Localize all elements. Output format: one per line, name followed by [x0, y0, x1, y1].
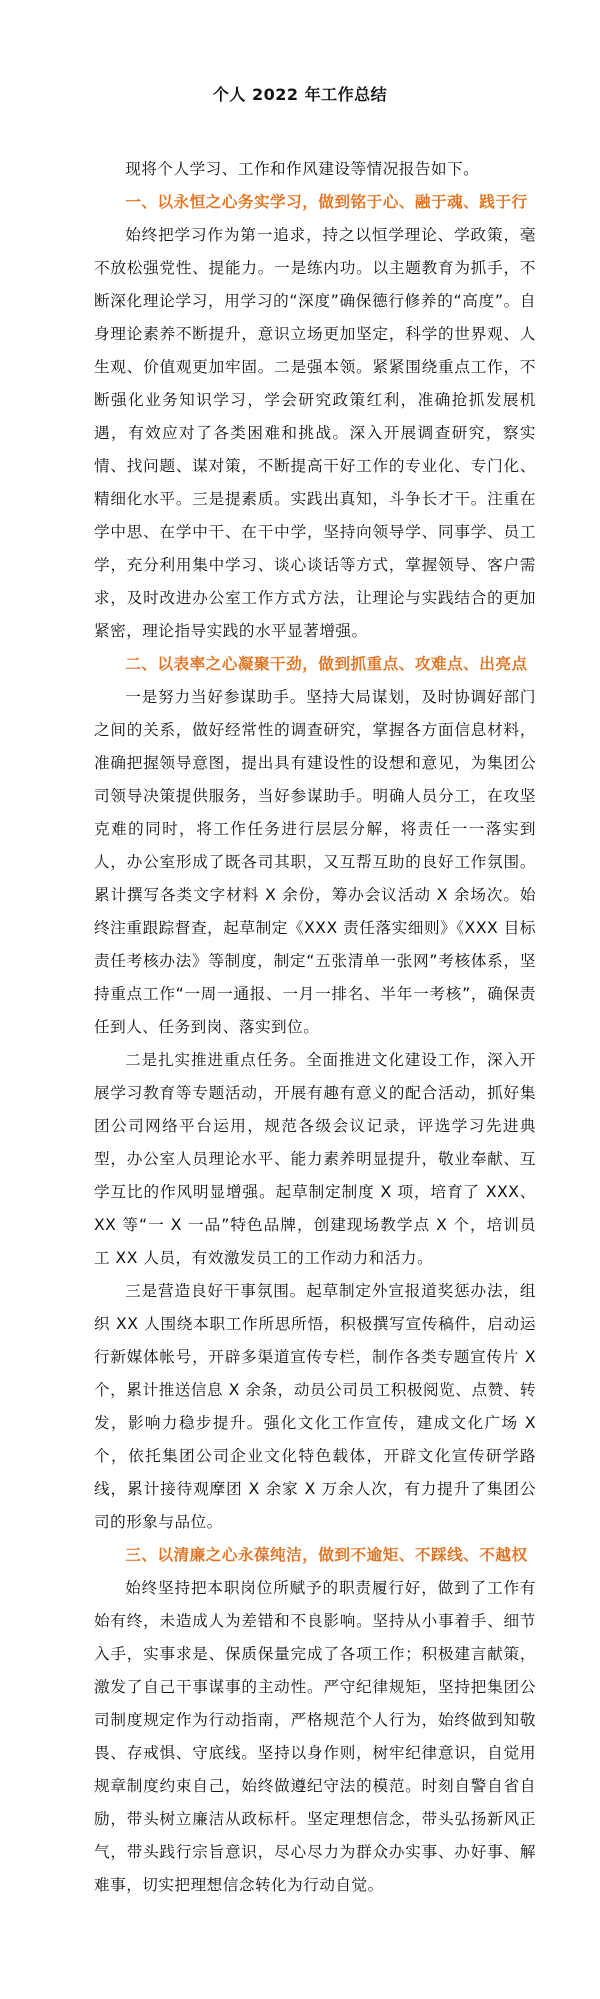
section-heading-1: 一、以永恒之心务实学习，做到铭于心、融于魂、践于行: [125, 193, 528, 211]
section-1-paragraph-1: 始终把学习作为第一追求，持之以恒学理论、学政策，毫不放松强党性、提能力。一是练内功。以主题教育为抓手，不断深化理论学习，用学习的“深度”确保德行修养的“高度”。自身理论素养不断提升，意识立场更加坚定，科学的世界观、人生观、价值观更加牢固。二是强本领。紧紧围绕重点工作，不断强化业务知识学习，学会研究政策红利，准确抢抓发展机遇，有效应对了各类困难和挑战。深入开展调查研究，察实情、找问题、谋对策，不断提高干好工作的专业化、专门化、精细化水平。三是提素质。实践出真知，斗争长才干。注重在学中思、在学中干、在干中学，坚持向领导学、同事学、员工学，充分利用集中学习、谈心谈话等方式，掌握领导、客户需求，及时改进办公室工作方式方法，让理论与实践结合的更加紧密，理论指导实践的水平显著增强。: [94, 226, 536, 640]
document-title: 个人 2022 年工作总结: [212, 85, 388, 104]
section-2-paragraph-3: 三是营造良好干事氛围。起草制定外宣报道奖惩办法，组织 XX 人围绕本职工作所思所悟，积极撰写宣传稿件，启动运行新媒体帐号，开辟多渠道宣传专栏，制作各类专题宣传片 X 个，累计推送信息 X 余条，动员公司员工积极阅览、点赞、转发，影响力稳步提升。强化文化工作宣传，建成文化广场 X 个，依托集团公司企业文化特色载体，开辟文化宣传研学路线，累计接待观摩团 X 余家 X 万余人次，有力提升了集团公司的形象与品位。: [94, 1282, 536, 1531]
section-2-paragraph-2: 二是扎实推进重点任务。全面推进文化建设工作，深入开展学习教育等专题活动，开展有趣有意义的配合活动，抓好集团公司网络平台运用，规范各级会议记录，评选学习先进典型，办公室人员理论水平、能力素养明显提升，敬业奉献、互学互比的作风明显增强。起草制定制度 X 项，培育了 XXX、XX 等“一 X 一品”特色品牌，创建现场教学点 X 个，培训员工 XX 人员，有效激发员工的工作动力和活力。: [94, 1051, 536, 1267]
section-3-paragraph-1: 始终坚持把本职岗位所赋予的职责履行好，做到了工作有始有终，未造成人为差错和不良影响。坚持从小事着手、细节入手，实事求是、保质保量完成了各项工作；积极建言献策，激发了自己干事谋事的主动性。严守纪律规矩，坚持把集团公司制度规定作为行动指南，严格规范个人行为，始终做到知敬畏、存戒惧、守底线。坚持以身作则，树牢纪律意识，自觉用规章制度约束自己，始终做遵纪守法的模范。时刻自警自省自励，带头树立廉洁从政标杆。坚定理想信念，带头弘扬新风正气，带头践行宗旨意识，尽心尽力为群众办实事、办好事、解难事，切实把理想信念转化为行动自觉。: [94, 1579, 536, 1894]
section-2-paragraph-1: 一是努力当好参谋助手。坚持大局谋划，及时协调好部门之间的关系，做好经常性的调查研究，掌握各方面信息材料，准确把握领导意图，提出具有建设性的设想和意见，为集团公司领导决策提供服务，当好参谋助手。明确人员分工，在攻坚克难的同时，将工作任务进行层层分解，将责任一一落实到人，办公室形成了既各司其职，又互帮互助的良好工作氛围。累计撰写各类文字材料 X 余份，筹办会议活动 X 余场次。始终注重跟踪督查，起草制定《XXX 责任落实细则》《XXX 目标责任考核办法》等制度，制定“五张清单一张网”考核体系，坚持重点工作“一周一通报、一月一排名、半年一考核”，确保责任到人、任务到岗、落实到位。: [94, 688, 536, 1036]
section-heading-2: 二、以表率之心凝聚干劲，做到抓重点、攻难点、出亮点: [125, 655, 528, 673]
intro-paragraph: 现将个人学习、工作和作风建设等情况报告如下。: [125, 160, 480, 178]
section-heading-3: 三、以清廉之心永葆纯洁，做到不逾矩、不踩线、不越权: [125, 1546, 528, 1564]
